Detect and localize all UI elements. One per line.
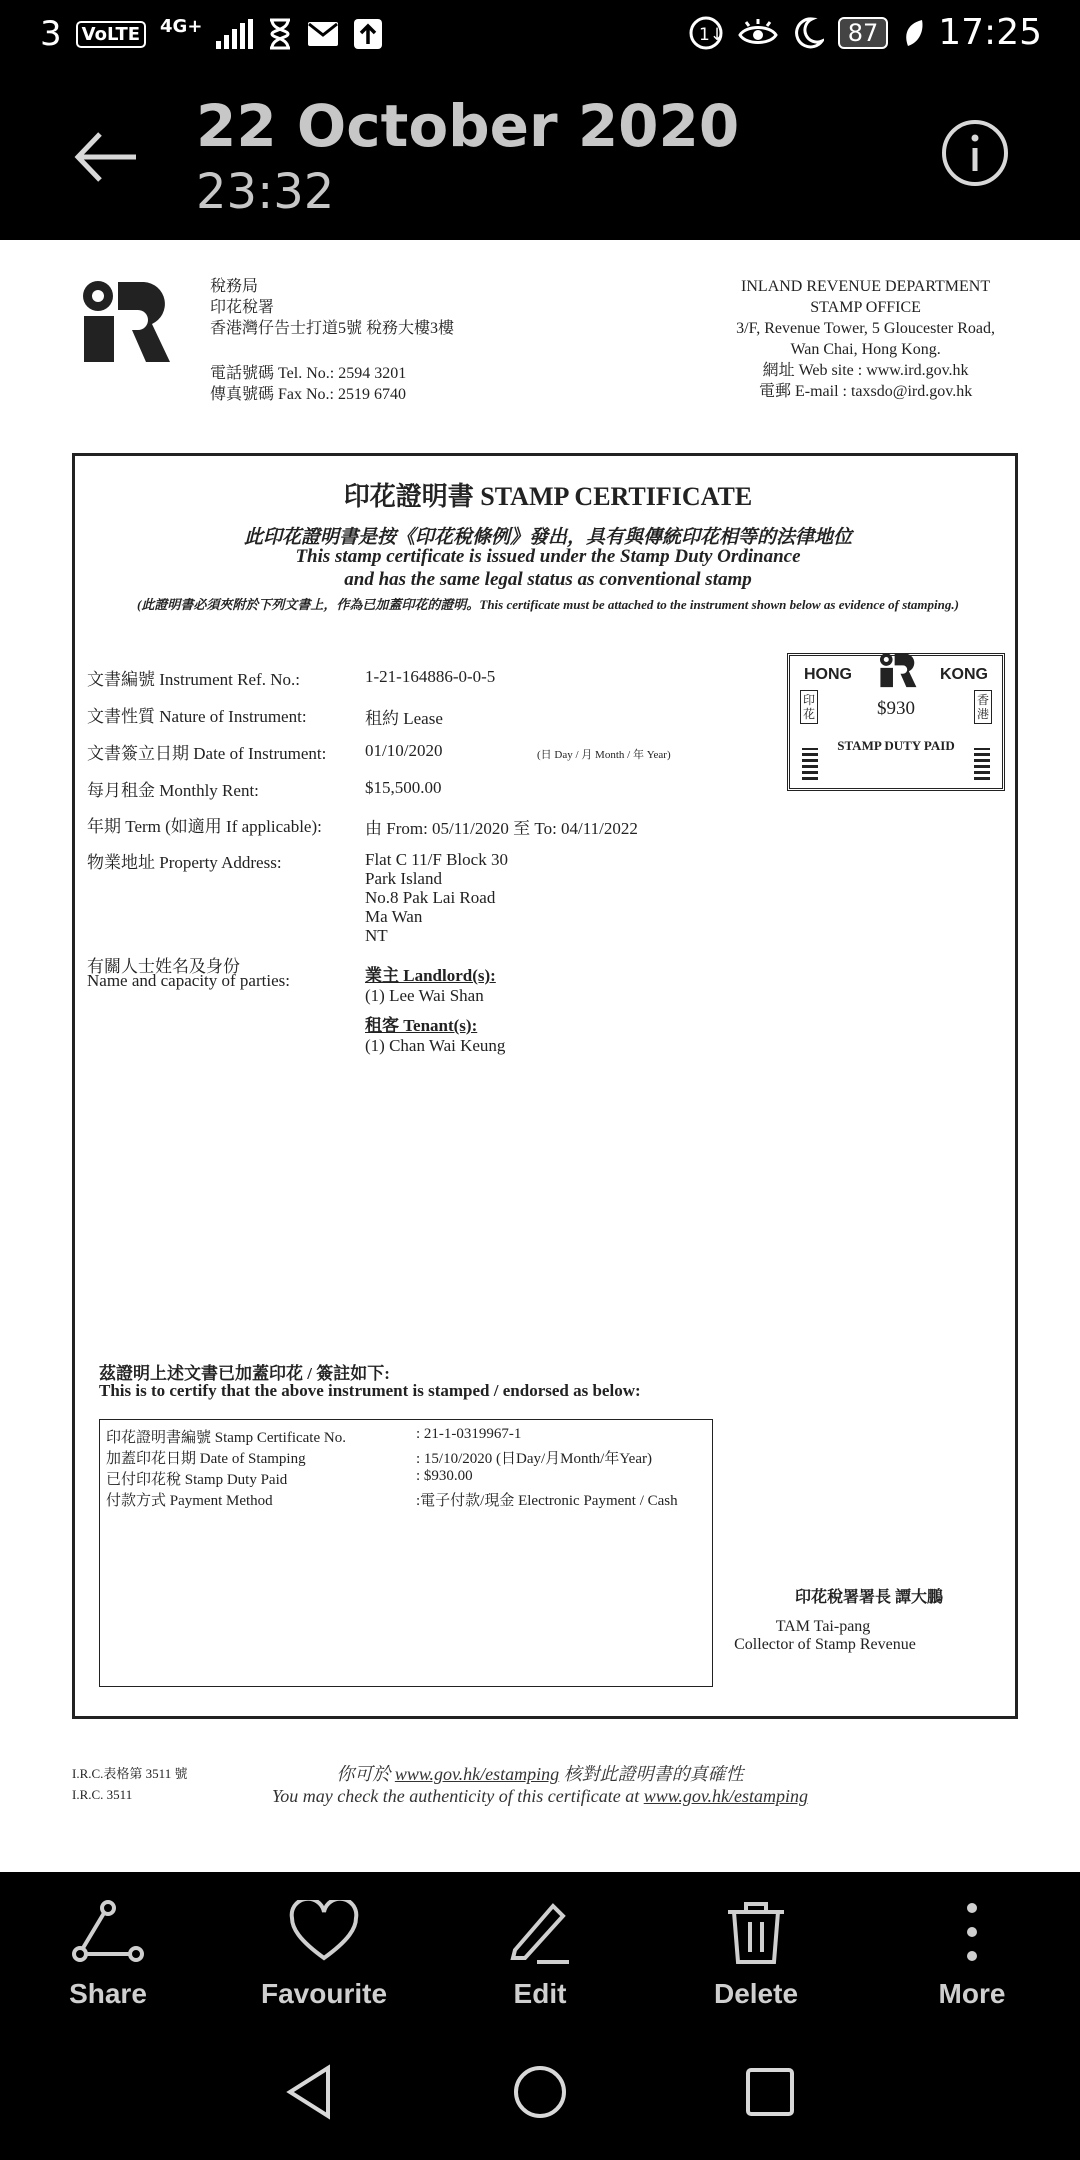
field-value: 由 From: 05/11/2020 至 To: 04/11/2022 (365, 819, 638, 838)
moon-icon (792, 16, 824, 50)
field-label: 文書簽立日期 Date of Instrument: (87, 744, 327, 763)
certificate-frame (72, 453, 1018, 1719)
status-bar (0, 0, 1080, 72)
certify-text-cn: 茲證明上述文書已加蓋印花 / 簽註如下: (99, 1364, 390, 1383)
share-label: Share (69, 1978, 147, 2009)
pencil-icon (507, 1900, 573, 1964)
svg-text:1↓: 1↓ (698, 24, 724, 45)
carrier-label: 3 (40, 14, 62, 54)
certificate-subtitle-cn: 此印花證明書是按《印花稅條例》發出，具有與傳統印花相等的法律地位 (243, 527, 852, 548)
photo-date: 22 October 2020 (196, 92, 740, 160)
signatory-name: TAM Tai-pang (775, 1618, 871, 1635)
signatory-cn: 印花稅署署長 譚大鵬 (794, 1589, 943, 1606)
tenant-heading: 租客 Tenant(s): (365, 1016, 478, 1035)
share-button[interactable] (0, 1872, 216, 2022)
action-bar (0, 1872, 1080, 2022)
photo-time: 23:32 (196, 164, 335, 220)
field-label: 每月租金 Monthly Rent: (87, 781, 259, 800)
field-value: 1-21-164886-0-0-5 (365, 667, 496, 686)
upload-icon (353, 18, 383, 50)
certificate-subtitle-en2: and has the same legal status as conventional stamp (344, 569, 752, 590)
footer-cn: 你可於 www.gov.hk/estamping 核對此證明書的真確性 (336, 1764, 744, 1784)
favourite-button[interactable] (216, 1872, 432, 2022)
more-button[interactable] (864, 1872, 1080, 2022)
stamping-details-box: 印花證明書編號 Stamp Certificate No. : 21-1-0319967-1 加蓋印花日期 Date of Stamping : 15/10/2020 (日Day/月Month/年Year) 已付印花稅 Stamp Duty Paid : $930.00 付款方式 Payment Method :電子付款/現金 Electronic Payment / Cash (99, 1419, 713, 1687)
delete-label: Delete (713, 1978, 799, 2009)
tenant-name: (1) Chan Wai Keung (365, 1036, 506, 1055)
parties-label-cn: 有關人士姓名及身份 (87, 957, 240, 976)
nav-home-icon[interactable] (512, 2064, 568, 2120)
document-image[interactable] (0, 240, 1080, 1872)
leaf-icon (902, 18, 924, 48)
field-label: 文書編號 Instrument Ref. No.: (87, 670, 300, 689)
network-type: 4G+ (160, 15, 203, 37)
share-icon (72, 1900, 144, 1964)
certificate-note: (此證明書必須夾附於下列文書上，作為已加蓋印花的證明。This certificate must be attached to the instrument shown below as evidence of stamping.) (137, 597, 959, 612)
signatory-title: Collector of Stamp Revenue (734, 1636, 916, 1653)
hourglass-icon (267, 18, 293, 50)
edit-label: Edit (513, 1978, 567, 2009)
heart-icon (289, 1900, 359, 1962)
certify-text-en: This is to certify that the above instrument is stamped / endorsed as below: (99, 1381, 641, 1400)
parties-label-en: Name and capacity of parties: (87, 971, 290, 990)
back-arrow-icon[interactable] (70, 122, 140, 192)
stamp-duty-paid-stamp: HONG KONG $930 STAMP DUTY PAID 印花 香港 (787, 653, 1005, 791)
certificate-subtitle-en1: This stamp certificate is issued under the Stamp Duty Ordinance (295, 546, 801, 567)
nav-back-icon[interactable] (282, 2064, 338, 2120)
ird-logo-small (878, 652, 918, 688)
field-value: 租約 Lease (365, 709, 443, 728)
stamp-amount: $930 (877, 698, 915, 719)
data-saver-icon (688, 15, 724, 51)
battery-level: 87 (838, 17, 889, 49)
more-icon (962, 1900, 982, 1964)
header-right: INLAND REVENUE DEPARTMENT STAMP OFFICE 3/F, Revenue Tower, 5 Gloucester Road, Wan Chai, Hong Kong. 網址 Web site : www.ird.gov.hk 電郵 E-mail : taxsdo@ird.gov.hk (736, 278, 995, 400)
delete-button[interactable] (648, 1872, 864, 2022)
address-label: 物業地址 Property Address: (87, 853, 282, 872)
irc-form-en: I.R.C. 3511 (72, 1787, 133, 1802)
favourite-label: Favourite (260, 1978, 388, 2009)
clock: 17:25 (938, 12, 1042, 53)
nav-recents-icon[interactable] (742, 2064, 798, 2120)
field-label: 文書性質 Nature of Instrument: (87, 707, 307, 726)
eye-comfort-icon (738, 17, 778, 49)
info-icon[interactable] (940, 118, 1010, 188)
field-value: 01/10/2020 (365, 741, 443, 760)
header-left-contact: 電話號碼 Tel. No.: 2594 3201 傳真號碼 Fax No.: 2519 6740 (210, 365, 407, 403)
mail-icon (307, 21, 339, 47)
field-label: 年期 Term (如適用 If applicable): (87, 817, 322, 836)
date-format-hint: (日 Day / 月 Month / 年 Year) (537, 749, 671, 761)
signal-icon (216, 19, 253, 49)
footer-en: You may check the authenticity of this certificate at www.gov.hk/estamping (271, 1786, 809, 1806)
navigation-bar (0, 2022, 1080, 2160)
volte-badge: VoLTE (76, 21, 146, 48)
edit-button[interactable] (432, 1872, 648, 2022)
landlord-heading: 業主 Landlord(s): (365, 966, 496, 985)
irc-form-cn: I.R.C.表格第 3511 號 (72, 1766, 188, 1781)
top-bar (0, 72, 1080, 240)
certificate-title: 印花證明書 STAMP CERTIFICATE (343, 482, 753, 511)
trash-icon (724, 1900, 788, 1966)
ird-logo (80, 278, 172, 364)
more-label: More (938, 1978, 1006, 2009)
field-value: $15,500.00 (365, 778, 442, 797)
header-left: 稅務局 印花稅署 香港灣仔告士打道5號 稅務大樓3樓 (210, 278, 455, 337)
landlord-name: (1) Lee Wai Shan (365, 986, 484, 1005)
address-value: Flat C 11/F Block 30 Park Island No.8 Pak Lai Road Ma Wan NT (365, 850, 508, 945)
